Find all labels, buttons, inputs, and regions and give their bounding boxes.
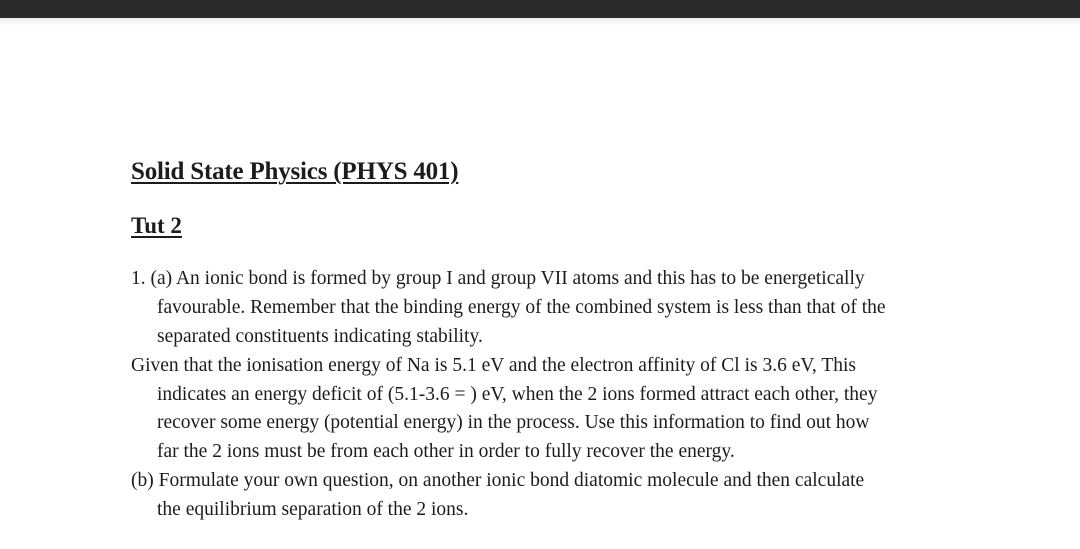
- given-line: recover some energy (potential energy) in the process. Use this information to find out how: [157, 412, 870, 433]
- tutorial-heading: Tut 2: [131, 213, 182, 238]
- given-line: far the 2 ions must be from each other in order to fully recover the energy.: [157, 441, 735, 462]
- question-1a-line: 1. (a) An ionic bond is formed by group I and group VII atoms and this has to be energetically: [131, 268, 865, 289]
- question-1b-line: the equilibrium separation of the 2 ions.: [157, 499, 469, 520]
- question-1a-line: favourable. Remember that the binding energy of the combined system is less than that of the: [157, 297, 886, 318]
- question-1b-line: (b) Formulate your own question, on another ionic bond diatomic molecule and then calculate: [131, 470, 865, 491]
- question-1a-line: separated constituents indicating stability.: [157, 326, 483, 347]
- document-title: Solid State Physics (PHYS 401): [131, 158, 459, 185]
- given-line: Given that the ionisation energy of Na is 5.1 eV and the electron affinity of Cl is 3.6 eV, This: [131, 355, 856, 376]
- given-line: indicates an energy deficit of (5.1-3.6 = ) eV, when the 2 ions formed attract each other, they: [157, 384, 878, 405]
